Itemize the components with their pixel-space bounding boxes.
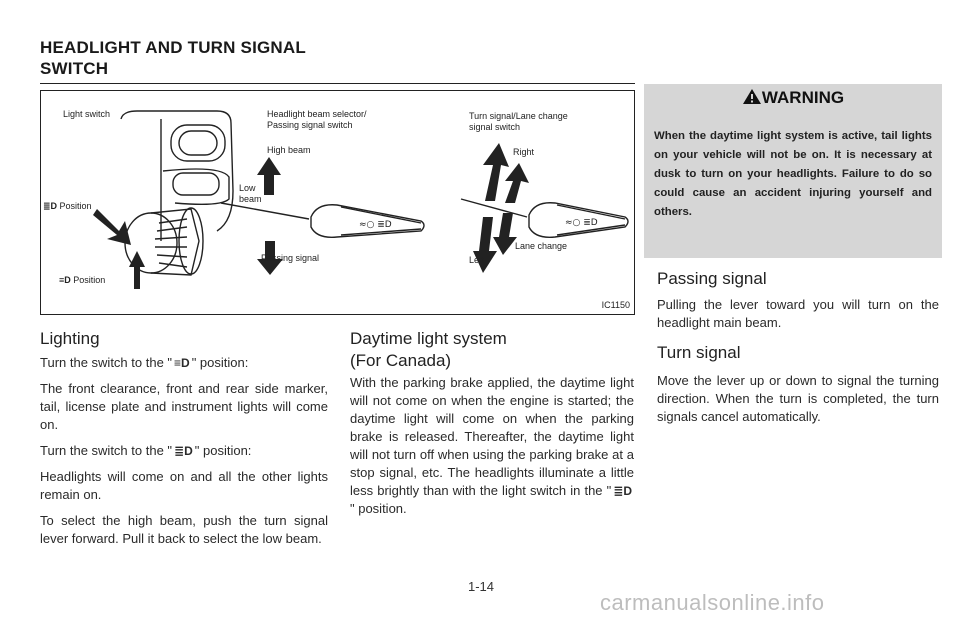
headlight-selector-label: Headlight beam selector/ Passing signal switch (267, 109, 367, 130)
lighting-para-1: Turn the switch to the " ≡D " position: (40, 355, 249, 370)
lighting-heading: Lighting (40, 329, 100, 348)
daytime-para: With the parking brake applied, the daytime light will not come on when the engine is started; the daytime light will come on when the parking brake is released. Thereafter, the daytime light will not turn off when using the parking brake at a stop signal, etc. The headlights illuminate a little less brightly than with the light switch in the " ≣D" position. (350, 375, 634, 516)
parking-light-icon: ≡D (59, 275, 74, 285)
parking-light-icon: ≡D (174, 356, 190, 370)
lighting-para-2: The front clearance, front and rear side marker, tail, license plate and instrument lights will come on. (40, 381, 328, 432)
watermark: carmanualsonline.info (600, 590, 825, 615)
warning-heading: WARNING (644, 88, 942, 108)
parking-position-label: ≡D Position (59, 275, 106, 285)
figure-reference: IC1150 (601, 300, 630, 310)
light-switch-label: Light switch (63, 109, 111, 119)
page-title: HEADLIGHT AND TURN SIGNAL SWITCH (40, 38, 306, 78)
passing-signal-body: Pulling the lever toward you will turn on the headlight main beam. (657, 297, 939, 330)
warning-body: When the daytime light system is active, tail lights on your vehicle will not be on. It is necessary at dusk to turn on your headlights. Failure to do so could cause an accident injuring yourself and others. (654, 130, 932, 218)
page-number: 1-14 (468, 579, 495, 594)
warning-box (644, 84, 942, 258)
headlight-icon: ≣D (613, 484, 632, 498)
turn-signal-heading: Turn signal (657, 343, 741, 362)
lane-change-label: Lane change (515, 241, 568, 251)
low-beam-label: Low beam (239, 183, 262, 204)
lighting-para-4: Headlights will come on and all the other lights remain on. (40, 469, 328, 502)
headlight-position-label: ≣D Position (43, 201, 92, 211)
left-label: Left (469, 255, 485, 265)
turn-switch-label: Turn signal/Lane change signal switch (469, 111, 568, 132)
headlight-position-icon: ≣D (43, 201, 60, 211)
passing-signal-heading: Passing signal (657, 269, 767, 288)
stalk1-symbols: ≈○ ≣D (359, 220, 392, 230)
lighting-para-3: Turn the switch to the " ≣D " position: (40, 443, 252, 458)
headlight-icon: ≣D (174, 444, 193, 458)
switch-illustration (40, 90, 635, 315)
stalk2-symbols: ≈○ ≣D (565, 218, 598, 228)
title-divider (40, 83, 635, 84)
lighting-para-5: To select the high beam, push the turn signal lever forward. Pull it back to select the low beam. (40, 513, 328, 546)
right-label: Right (513, 147, 535, 157)
passing-signal-label: Passing signal (261, 253, 320, 263)
daytime-heading: Daytime light system (For Canada) (350, 329, 507, 370)
turn-signal-body: Move the lever up or down to signal the turning direction. When the turn is completed, the turn signals cancel automatically. (657, 373, 939, 424)
high-beam-label: High beam (267, 145, 311, 155)
warning-triangle-icon (742, 88, 762, 105)
